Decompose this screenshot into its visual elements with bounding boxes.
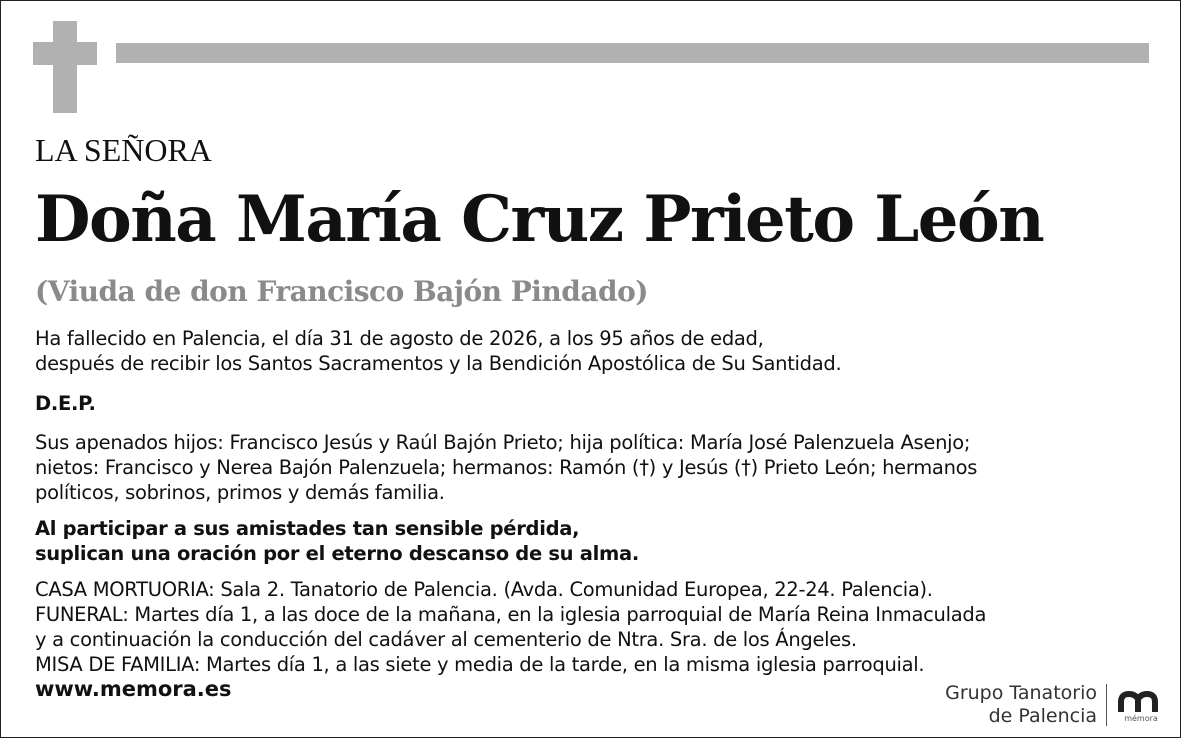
dep-text: D.E.P.: [35, 392, 96, 415]
death-notice-line: después de recibir los Santos Sacramentos y la Bendición Apostólica de Su Santidad.: [35, 352, 842, 375]
family-paragraph: [35, 430, 977, 505]
brand-line: de Palencia: [988, 705, 1097, 727]
details-line: FUNERAL: Martes día 1, a las doce de la mañana, en la iglesia parroquial de María Reina Inmaculada: [35, 603, 987, 626]
family-line: Sus apenados hijos: Francisco Jesús y Raúl Bajón Prieto; hija política: María José Palenzuela Asenjo;: [35, 431, 971, 454]
cross-icon: [53, 21, 77, 113]
prayer-line: Al participar a sus amistades tan sensible pérdida,: [35, 517, 580, 540]
website-link[interactable]: www.memora.es: [35, 677, 232, 701]
details-line: MISA DE FAMILIA: Martes día 1, a las siete y media de la tarde, en la misma iglesia parroquial.: [35, 653, 925, 676]
prayer-line: suplican una oración por el eterno descanso de su alma.: [35, 542, 639, 565]
brand-separator: [1106, 684, 1107, 726]
logo-text: mémora: [1124, 714, 1158, 723]
family-line: políticos, sobrinos, primos y demás familia.: [35, 481, 445, 504]
prayer-request: [35, 516, 639, 566]
header-divider-bar: [116, 43, 1149, 63]
death-notice: [35, 326, 841, 376]
title-label: LA SEÑORA: [35, 132, 212, 168]
death-notice-line: Ha fallecido en Palencia, el día 31 de agosto de 2026, a los 95 años de edad,: [35, 327, 764, 350]
cross-icon-bar: [33, 42, 97, 65]
widow-subtitle: (Viuda de don Francisco Bajón Pindado): [35, 275, 648, 308]
brand-line: Grupo Tanatorio: [945, 682, 1097, 704]
family-line: nietos: Francisco y Nerea Bajón Palenzuela; hermanos: Ramón (†) y Jesús (†) Prieto León; hermanos: [35, 456, 978, 479]
deceased-name: Doña María Cruz Prieto León: [35, 182, 1044, 257]
brand-name: [945, 682, 1097, 728]
service-details: [35, 577, 986, 677]
details-line: CASA MORTUORIA: Sala 2. Tanatorio de Palencia. (Avda. Comunidad Europea, 22-24. Palencia).: [35, 578, 933, 601]
details-line: y a continuación la conducción del cadáver al cementerio de Ntra. Sra. de los Ángeles.: [35, 628, 857, 651]
